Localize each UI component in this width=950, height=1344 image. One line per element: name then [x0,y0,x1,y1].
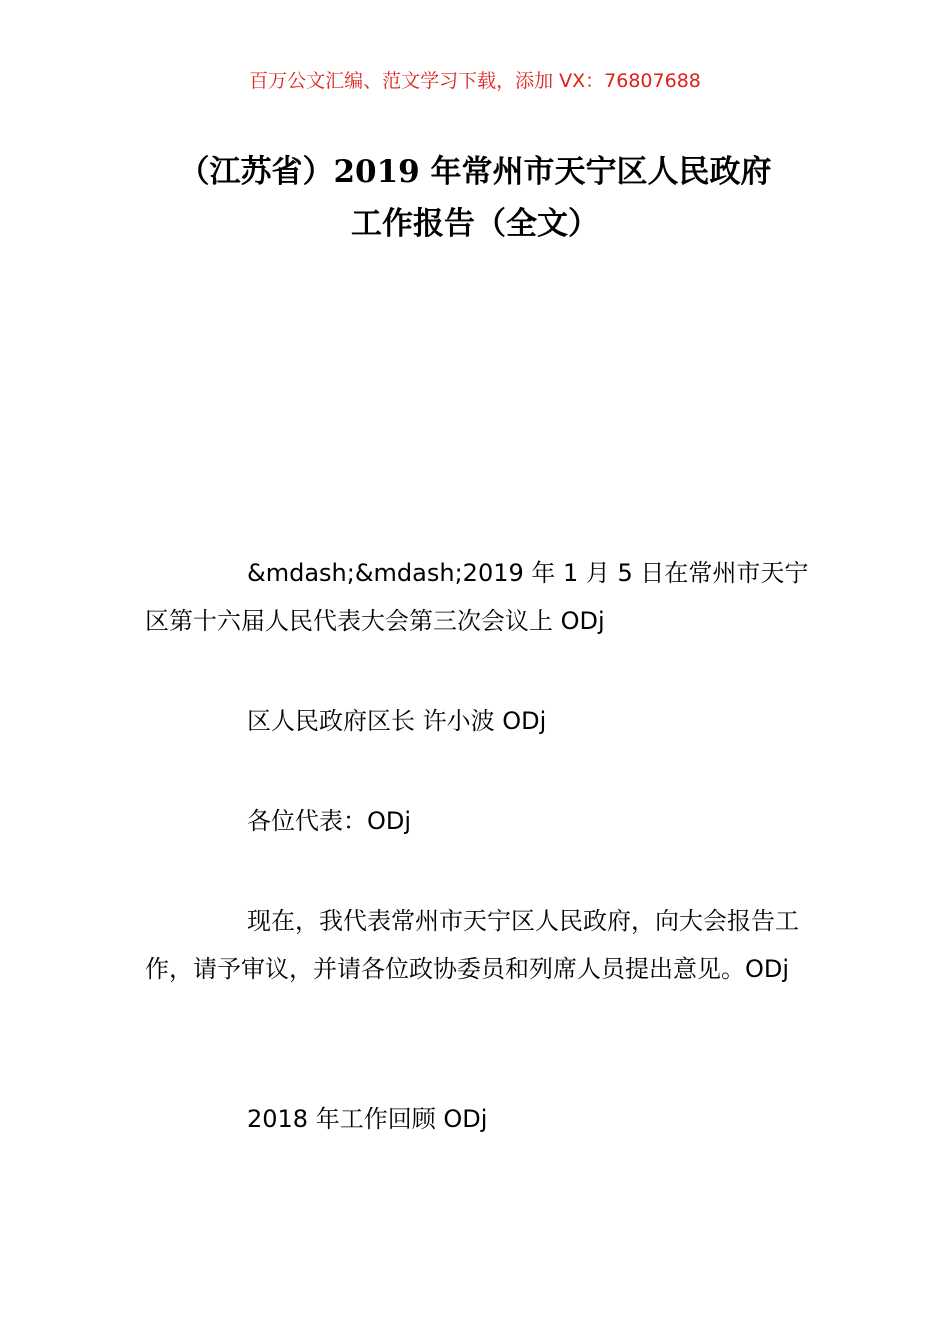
title-line-2: 工作报告（全文） [351,206,599,242]
paragraph-speaker: 区人民政府区长 许小波 ODj [247,707,547,735]
document-title [60,146,890,250]
paragraph-salutation: 各位代表：ODj [247,807,412,835]
section-heading-review: 2018 年工作回顾 ODj [247,1105,488,1133]
title-line-1: （江苏省）2019 年常州市天宁区人民政府 [178,154,772,190]
paragraph-intro: 现在，我代表常州市天宁区人民政府，向大会报告工作，请予审议，并请各位政协委员和列席人员提出意见。ODj [145,907,799,983]
download-notice: 百万公文汇编、范文学习下载，添加 VX：76807688 [249,70,701,92]
paragraph-meeting-info: &mdash;&mdash;2019 年 1 月 5 日在常州市天宁区第十六届人民代表大会第三次会议上 ODj [145,559,809,635]
